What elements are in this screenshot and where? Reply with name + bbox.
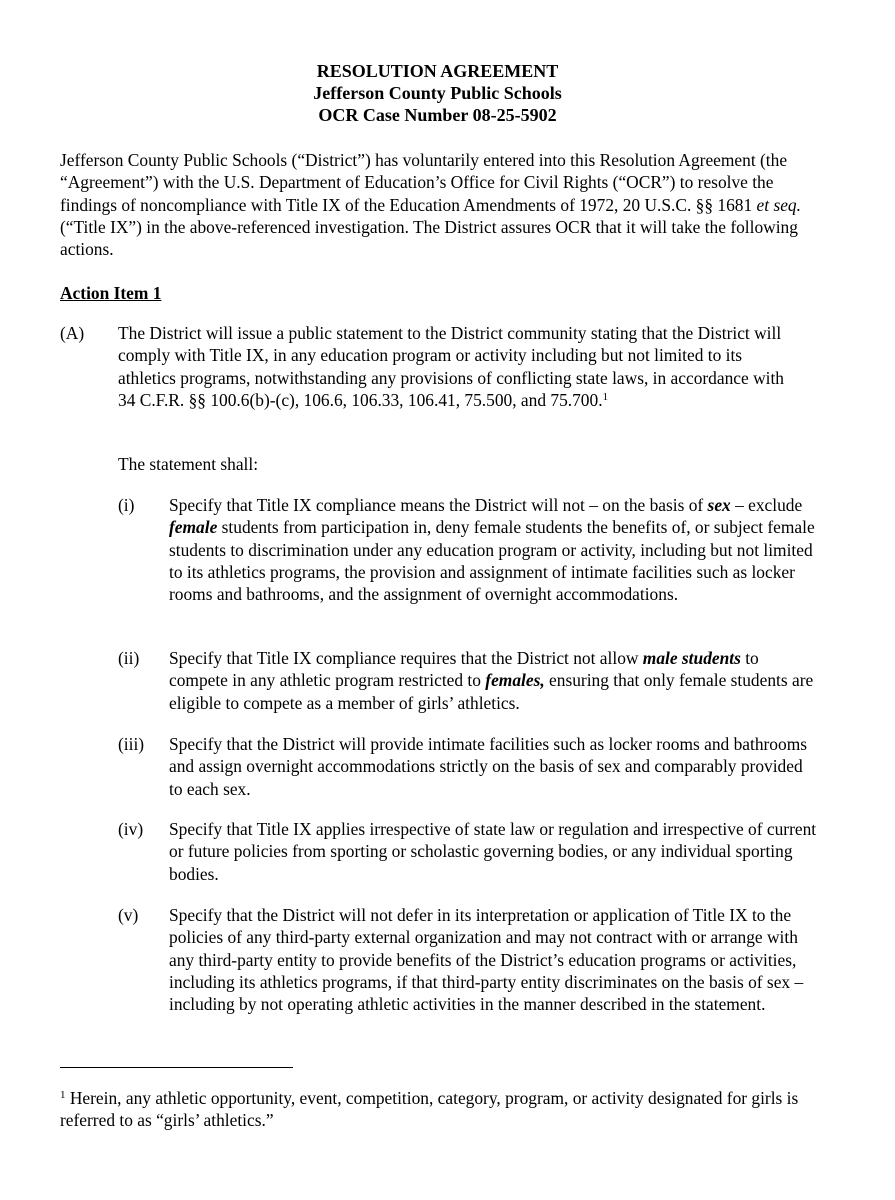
document-header bbox=[0, 60, 875, 126]
item-i-text bbox=[169, 494, 819, 605]
item-i-text-part1: Specify that Title IX compliance means the District will not – on the basis of bbox=[169, 495, 708, 515]
footnote bbox=[60, 1087, 820, 1132]
item-v-label: (v) bbox=[118, 905, 139, 925]
statement-intro: The statement shall: bbox=[118, 454, 259, 474]
intro-text-part1: Jefferson County Public Schools (“District”) has voluntarily entered into this Resolution Agreement (the “Agreement”) with the U.S. Department of Education’s Office for Civil Rights (“OCR”) to resolve the findings of noncompliance with Title IX of the Education Amendments of 1972, 20 U.S.C. §§ 1681 bbox=[60, 150, 788, 215]
item-i-text-part3: students from participation in, deny female students the benefits of, or subject female students to discrimination under any education program or activity, including but not limited to its athletics programs, the provision and assignment of intimate facilities such as locker rooms and bathrooms, and the assignment of overnight accommodations. bbox=[169, 517, 815, 605]
intro-paragraph bbox=[60, 149, 820, 260]
case-number: OCR Case Number 08-25-5902 bbox=[318, 105, 557, 125]
item-i-emphasis-female: female bbox=[169, 517, 218, 538]
intro-text-part2: (“Title IX”) in the above-referenced investigation. The District assures OCR that it will take the following actions. bbox=[60, 216, 798, 260]
item-iii-label: (iii) bbox=[118, 734, 145, 754]
item-i-label: (i) bbox=[118, 495, 135, 515]
item-i-text-part2: – exclude bbox=[730, 495, 803, 515]
item-iv-label: (iv) bbox=[118, 819, 144, 839]
item-ii-emphasis-females: females, bbox=[485, 670, 545, 691]
item-iv-text: Specify that Title IX applies irrespective of state law or regulation and irrespective of current or future policies from sporting or scholastic governing bodies, or any individual sporting bodies. bbox=[169, 819, 817, 884]
item-ii-text bbox=[169, 647, 819, 714]
item-ii-text-part1: Specify that Title IX compliance requires that the District not allow bbox=[169, 648, 643, 668]
footnote-number: 1 bbox=[60, 1089, 66, 1101]
item-v-text: Specify that the District will not defer in its interpretation or application of Title IX to the policies of any third-party external organization and may not contract with or arrange with any third-party entity to provide benefits of the District’s education programs or activities, including its athletics programs, if that third-party entity discriminates on the basis of sex – including by not operating athletic activities in the manner described in the statement. bbox=[169, 905, 804, 1015]
document-title: RESOLUTION AGREEMENT bbox=[316, 61, 559, 81]
item-ii-emphasis-male-students: male students bbox=[642, 648, 741, 668]
item-ii-text-part2: to compete in any athletic program restricted to bbox=[169, 648, 759, 691]
footnote-divider bbox=[60, 1067, 293, 1068]
item-iii-text: Specify that the District will provide intimate facilities such as locker rooms and bathrooms and assign overnight accommodations strictly on the basis of sex and comparably provided to each sex. bbox=[169, 734, 807, 799]
footnote-reference: 1 bbox=[602, 390, 609, 403]
item-i-emphasis-sex: sex bbox=[707, 495, 731, 515]
paragraph-a bbox=[118, 322, 798, 411]
item-ii-text-part3: ensuring that only female students are eligible to compete as a member of girls’ athletics. bbox=[169, 670, 814, 713]
item-ii-label: (ii) bbox=[118, 648, 140, 668]
paragraph-a-text: The District will issue a public statement to the District community stating that the District will comply with Title IX, in any education program or activity including but not limited to its athletics programs, notwithstanding any provisions of conflicting state laws, in accordance with 34 C.F.R. §§ 100.6(b)-(c), 106.6, 106.33, 106.41, 75.500, and 75.700. bbox=[118, 323, 784, 410]
action-item-heading: Action Item 1 bbox=[60, 283, 162, 303]
paragraph-a-label: (A) bbox=[60, 323, 85, 343]
organization-name: Jefferson County Public Schools bbox=[313, 83, 562, 103]
footnote-text: Herein, any athletic opportunity, event, competition, category, program, or activity designated for girls is referred to as “girls’ athletics.” bbox=[60, 1088, 799, 1131]
intro-italic-et-seq: et seq. bbox=[756, 194, 801, 215]
